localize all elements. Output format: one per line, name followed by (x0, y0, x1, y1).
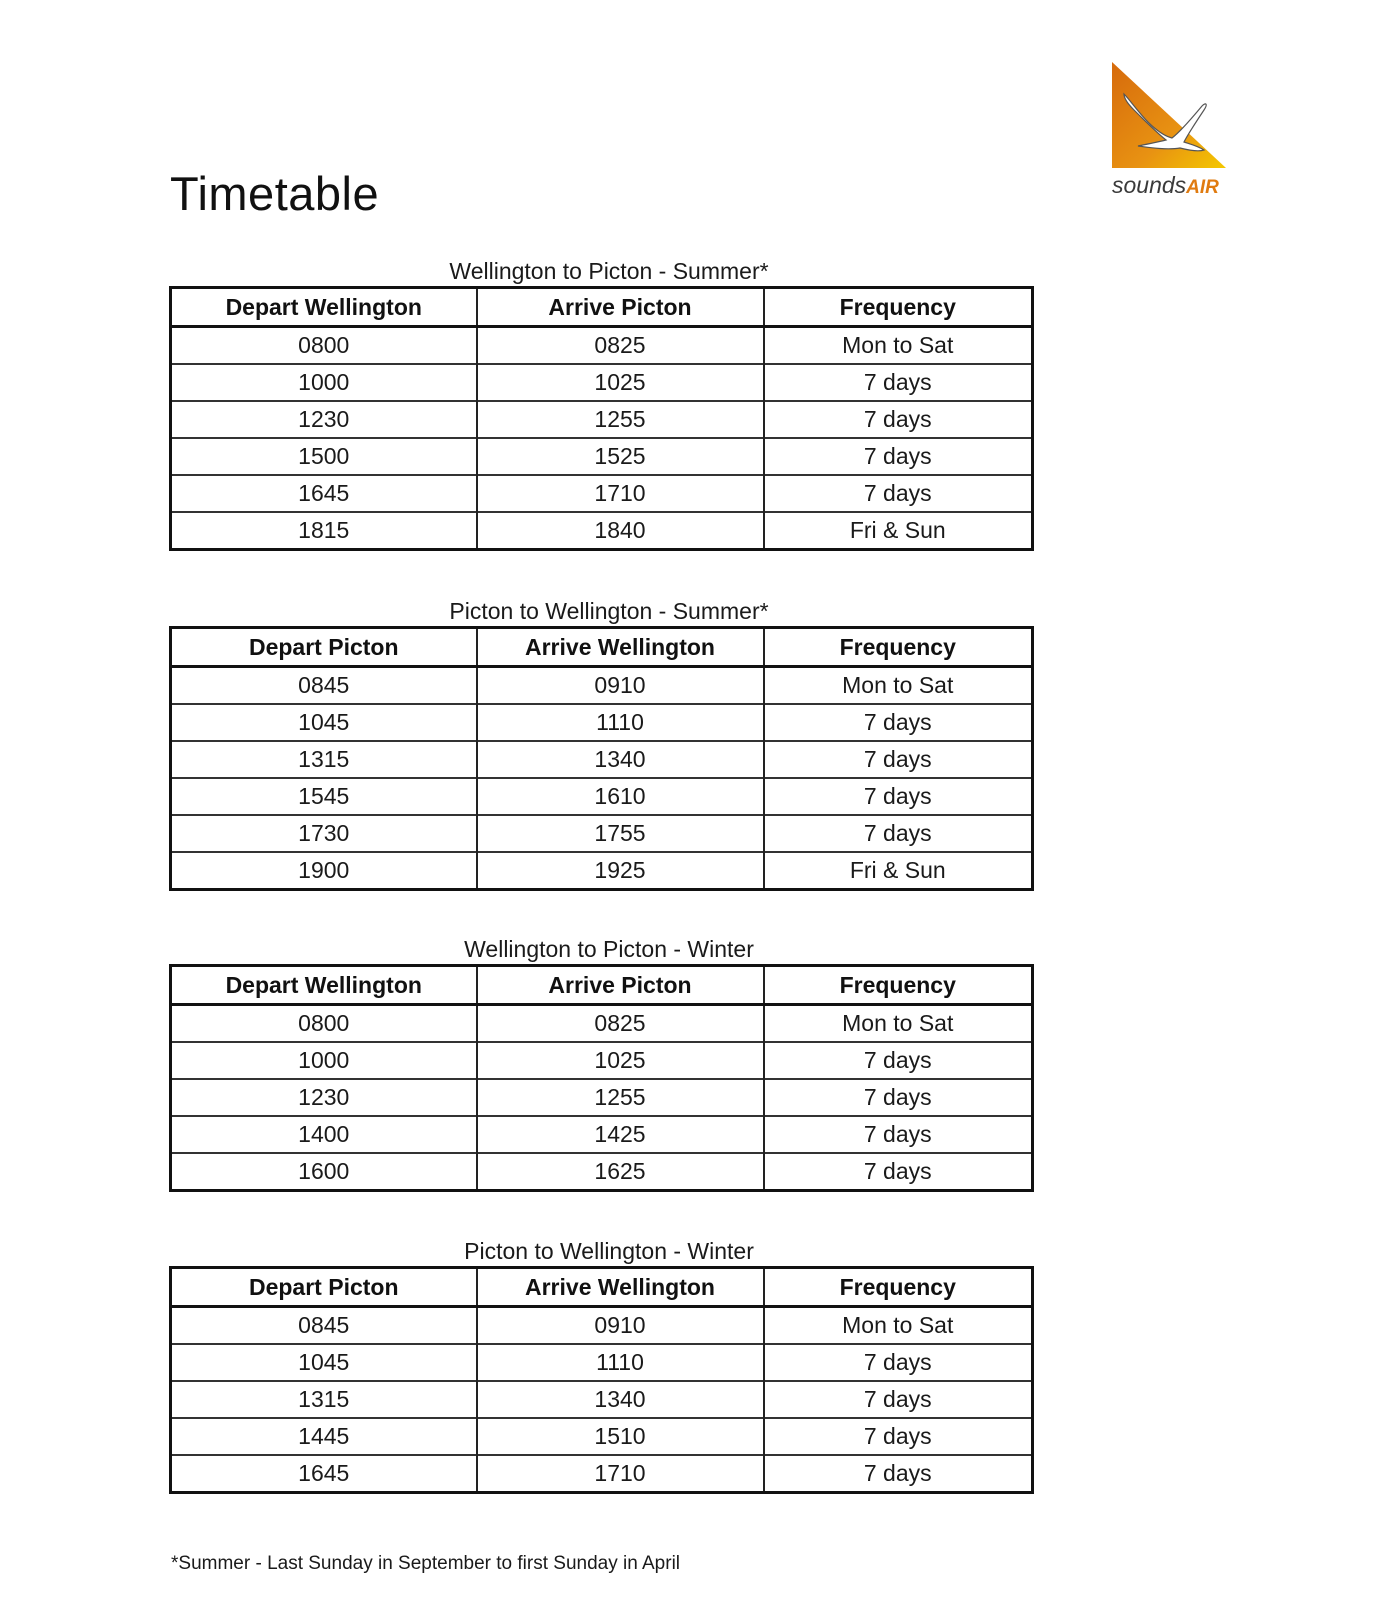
frequency: Mon to Sat (764, 1005, 1033, 1043)
table-row (171, 401, 1033, 438)
arrive-time: 1710 (477, 475, 764, 512)
summer-footnote: *Summer - Last Sunday in September to first Sunday in April (171, 1553, 681, 1574)
frequency: 7 days (764, 1381, 1033, 1418)
frequency: 7 days (764, 1455, 1033, 1493)
frequency: 7 days (764, 438, 1033, 475)
column-header: Arrive Wellington (477, 1268, 764, 1307)
table-row (171, 1307, 1033, 1345)
frequency: 7 days (764, 704, 1033, 741)
table-row (171, 852, 1033, 890)
depart-time: 1500 (171, 438, 477, 475)
arrive-time: 1255 (477, 401, 764, 438)
table-row (171, 1153, 1033, 1191)
table-row (171, 704, 1033, 741)
column-header: Frequency (764, 966, 1033, 1005)
arrive-time: 1625 (477, 1153, 764, 1191)
arrive-time: 1110 (477, 1344, 764, 1381)
seagull-triangle-icon (1108, 60, 1238, 172)
table-row (171, 512, 1033, 550)
depart-time: 1230 (171, 1079, 477, 1116)
table-row (171, 1344, 1033, 1381)
frequency: 7 days (764, 1042, 1033, 1079)
table-row (171, 1455, 1033, 1493)
frequency: 7 days (764, 1153, 1033, 1191)
depart-time: 0800 (171, 1005, 477, 1043)
arrive-time: 1710 (477, 1455, 764, 1493)
brand-accent: AIR (1186, 177, 1219, 198)
arrive-time: 1510 (477, 1418, 764, 1455)
table-header-row (171, 1268, 1033, 1307)
frequency: 7 days (764, 475, 1033, 512)
column-header: Arrive Picton (477, 288, 764, 327)
timetable-picton-to-wellington-winter (169, 1236, 1031, 1494)
frequency: 7 days (764, 1116, 1033, 1153)
arrive-time: 0825 (477, 327, 764, 365)
table-title: Picton to Wellington - Summer* (449, 598, 769, 624)
timetable-table (169, 1266, 1034, 1494)
table-row (171, 327, 1033, 365)
table-row (171, 1005, 1033, 1043)
arrive-time: 0910 (477, 1307, 764, 1345)
frequency: 7 days (764, 815, 1033, 852)
depart-time: 1645 (171, 475, 477, 512)
arrive-time: 1025 (477, 1042, 764, 1079)
frequency: 7 days (764, 1344, 1033, 1381)
timetable-table (169, 286, 1034, 551)
column-header: Depart Wellington (171, 288, 477, 327)
table-row (171, 815, 1033, 852)
table-row (171, 1418, 1033, 1455)
arrive-time: 1025 (477, 364, 764, 401)
column-header: Arrive Wellington (477, 628, 764, 667)
brand-main: sounds (1112, 172, 1187, 198)
timetable-table (169, 626, 1034, 891)
depart-time: 1000 (171, 364, 477, 401)
arrive-time: 1340 (477, 741, 764, 778)
column-header: Depart Picton (171, 628, 477, 667)
arrive-time: 1840 (477, 512, 764, 550)
depart-time: 1045 (171, 704, 477, 741)
frequency: 7 days (764, 778, 1033, 815)
page-title: Timetable (170, 167, 380, 220)
frequency: 7 days (764, 1418, 1033, 1455)
arrive-time: 1755 (477, 815, 764, 852)
table-row (171, 1042, 1033, 1079)
arrive-time: 1425 (477, 1116, 764, 1153)
table-header-row (171, 288, 1033, 327)
table-header-row (171, 966, 1033, 1005)
frequency: Fri & Sun (764, 852, 1033, 890)
depart-time: 0845 (171, 1307, 477, 1345)
table-header-row (171, 628, 1033, 667)
column-header: Frequency (764, 288, 1033, 327)
arrive-time: 1110 (477, 704, 764, 741)
table-row (171, 741, 1033, 778)
frequency: 7 days (764, 1079, 1033, 1116)
arrive-time: 1255 (477, 1079, 764, 1116)
arrive-time: 1525 (477, 438, 764, 475)
arrive-time: 1610 (477, 778, 764, 815)
table-row (171, 438, 1033, 475)
frequency: 7 days (764, 364, 1033, 401)
column-header: Depart Picton (171, 1268, 477, 1307)
arrive-time: 1340 (477, 1381, 764, 1418)
depart-time: 1815 (171, 512, 477, 550)
depart-time: 1400 (171, 1116, 477, 1153)
depart-time: 0845 (171, 667, 477, 705)
column-header: Frequency (764, 1268, 1033, 1307)
depart-time: 1900 (171, 852, 477, 890)
table-row (171, 475, 1033, 512)
table-row (171, 1079, 1033, 1116)
arrive-time: 0910 (477, 667, 764, 705)
frequency: Mon to Sat (764, 327, 1033, 365)
depart-time: 1230 (171, 401, 477, 438)
depart-time: 1045 (171, 1344, 477, 1381)
table-row (171, 667, 1033, 705)
timetable-table (169, 964, 1034, 1192)
frequency: Mon to Sat (764, 667, 1033, 705)
depart-time: 1730 (171, 815, 477, 852)
depart-time: 1000 (171, 1042, 477, 1079)
column-header: Depart Wellington (171, 966, 477, 1005)
arrive-time: 1925 (477, 852, 764, 890)
frequency: 7 days (764, 401, 1033, 438)
depart-time: 1315 (171, 741, 477, 778)
depart-time: 1545 (171, 778, 477, 815)
frequency: 7 days (764, 741, 1033, 778)
table-title: Picton to Wellington - Winter (464, 1238, 754, 1264)
sounds-air-logo (1108, 60, 1238, 202)
column-header: Arrive Picton (477, 966, 764, 1005)
arrive-time: 0825 (477, 1005, 764, 1043)
timetable-picton-to-wellington-summer (169, 596, 1031, 891)
frequency: Fri & Sun (764, 512, 1033, 550)
depart-time: 1645 (171, 1455, 477, 1493)
table-title: Wellington to Picton - Summer* (449, 258, 769, 284)
brand-wordmark (1112, 172, 1219, 199)
timetable-wellington-to-picton-summer (169, 256, 1031, 551)
table-row (171, 1381, 1033, 1418)
table-row (171, 778, 1033, 815)
depart-time: 0800 (171, 327, 477, 365)
depart-time: 1445 (171, 1418, 477, 1455)
table-row (171, 1116, 1033, 1153)
frequency: Mon to Sat (764, 1307, 1033, 1345)
table-row (171, 364, 1033, 401)
timetable-wellington-to-picton-winter (169, 934, 1031, 1192)
table-title: Wellington to Picton - Winter (464, 936, 754, 962)
depart-time: 1600 (171, 1153, 477, 1191)
column-header: Frequency (764, 628, 1033, 667)
depart-time: 1315 (171, 1381, 477, 1418)
